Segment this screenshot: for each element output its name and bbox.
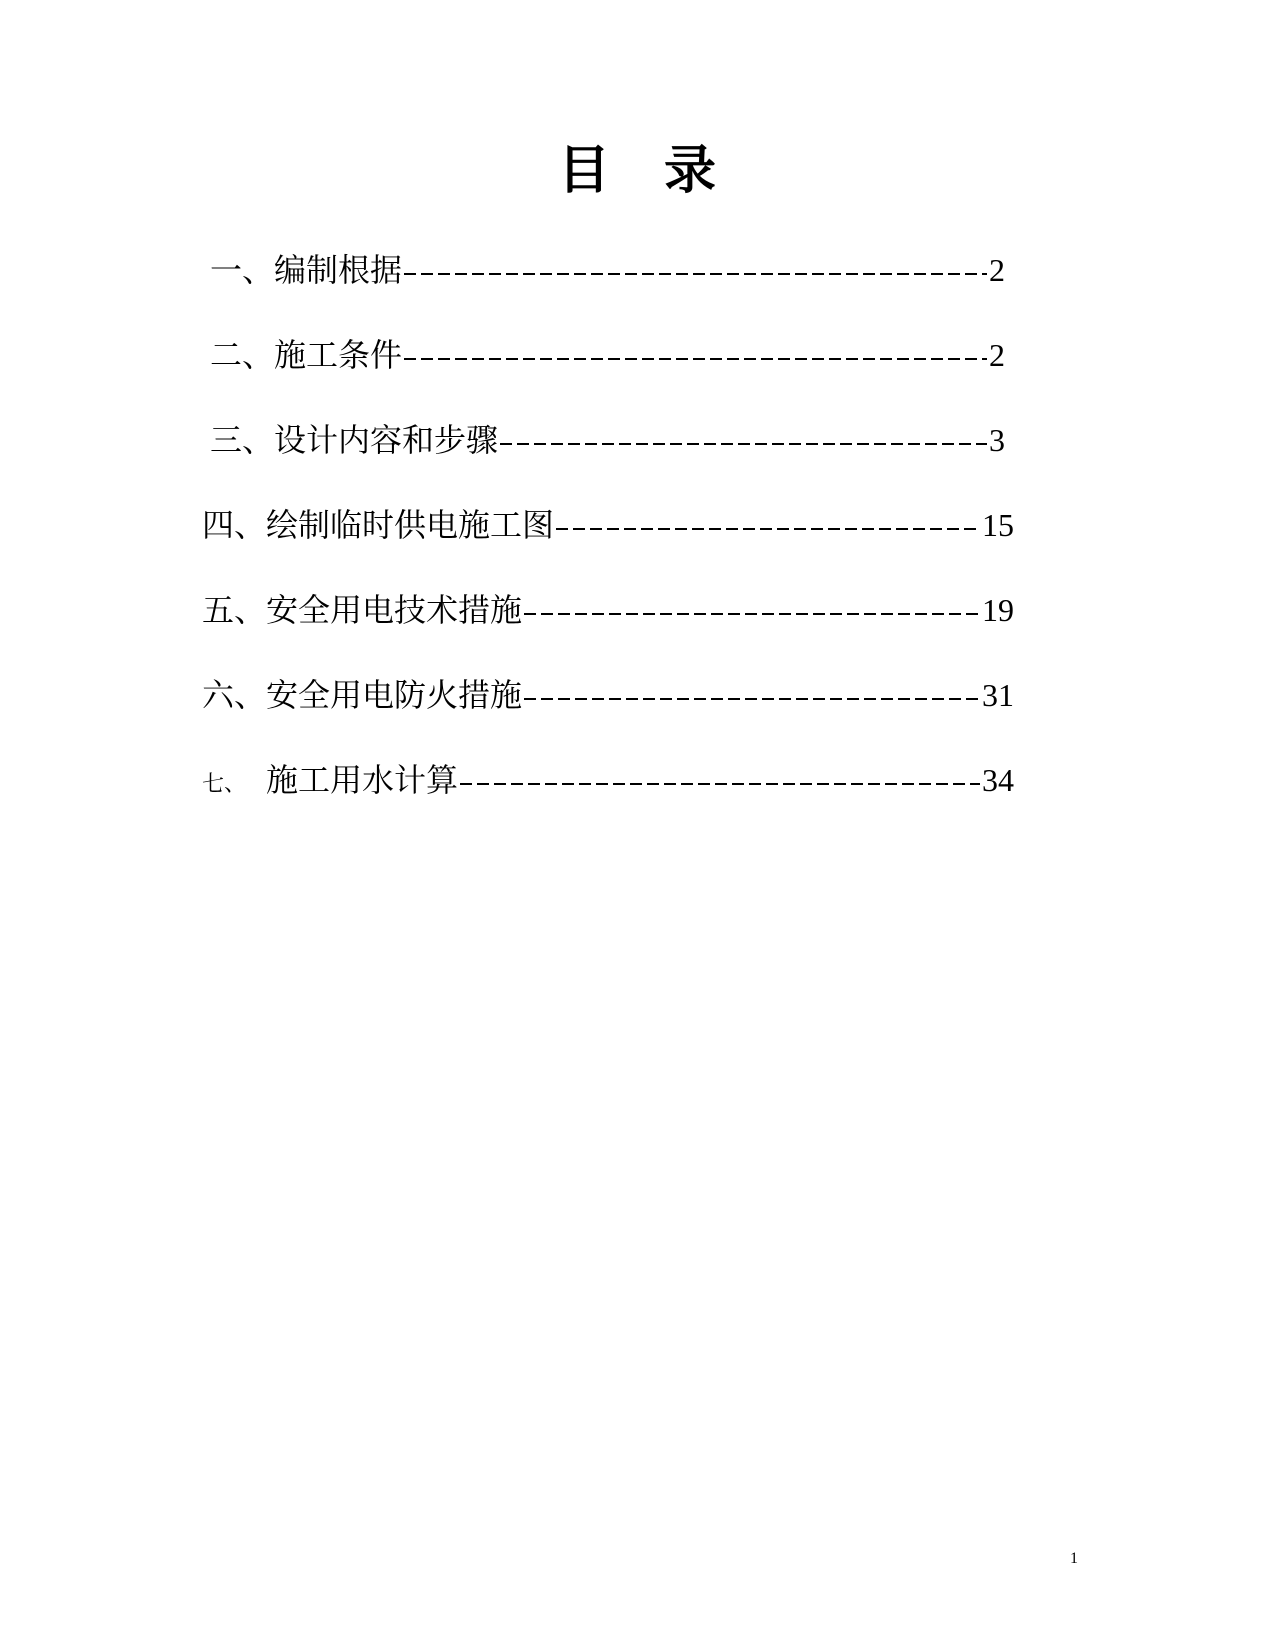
toc-entry-title: 编制根据 [274, 251, 403, 289]
toc-entry-page: 19 [982, 592, 1014, 628]
toc-entry-page: 15 [982, 507, 1014, 543]
toc-entry-title: 安全用电技术措施 [266, 591, 523, 629]
toc-entry-number: 二、 [210, 336, 275, 374]
toc-leader-dashes [460, 783, 980, 785]
toc-leader-dashes [500, 443, 987, 445]
toc-entry-page: 31 [982, 677, 1014, 713]
toc-leader-dashes [556, 528, 980, 530]
page-number: 1 [1070, 1550, 1078, 1567]
toc-entry-number: 一、 [210, 251, 275, 289]
toc-entry-number: 七、 [202, 772, 247, 797]
toc-entry-page: 2 [989, 252, 1005, 288]
toc-entry-number: 四、 [202, 506, 267, 544]
toc-leader-dashes [524, 613, 980, 615]
toc-leader-dashes [404, 358, 987, 360]
toc-entry-page: 3 [989, 422, 1005, 458]
toc-entry-5[interactable] [202, 588, 1014, 632]
toc-entry-title: 安全用电防火措施 [266, 676, 523, 714]
toc-entry-page: 2 [989, 337, 1005, 373]
toc-leader-dashes [404, 273, 987, 275]
toc-entry-4[interactable] [202, 503, 1014, 547]
toc-entry-title: 施工条件 [274, 336, 403, 374]
toc-entry-2[interactable] [210, 333, 1005, 377]
toc-entry-title: 设计内容和步骤 [274, 421, 499, 459]
toc-entry-7[interactable] [202, 758, 1014, 802]
toc-entry-title: 绘制临时供电施工图 [266, 506, 555, 544]
toc-entry-6[interactable] [202, 673, 1014, 717]
toc-entry-number: 三、 [210, 421, 275, 459]
toc-entry-page: 34 [982, 762, 1014, 798]
page-title: 目 录 [557, 140, 717, 201]
toc-entry-1[interactable] [210, 248, 1005, 292]
toc-entry-title: 施工用水计算 [266, 761, 459, 799]
toc-entry-number: 五、 [202, 591, 267, 629]
toc-entry-3[interactable] [210, 418, 1005, 462]
toc-entry-number: 六、 [202, 676, 267, 714]
toc-leader-dashes [524, 698, 980, 700]
